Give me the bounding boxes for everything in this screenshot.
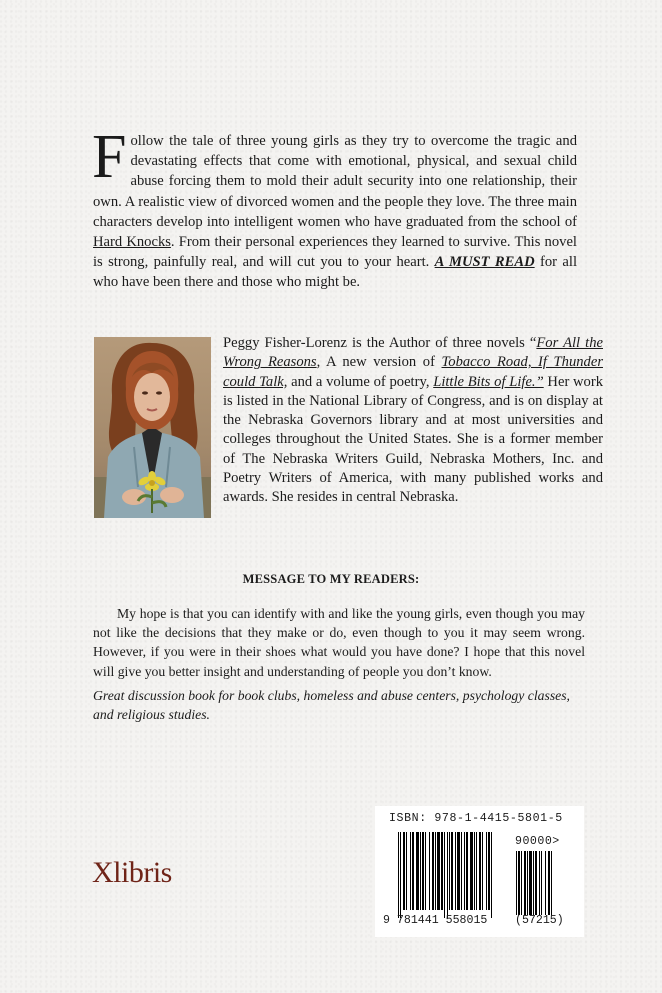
book-title-3: Little Bits of Life.” [433,373,544,390]
barcode-bar [441,832,443,910]
barcode-bar [432,832,434,910]
blurb-text-part-1: ollow the tale of three young girls as they try to overcome the tragic and devastating effects that come with emotional, physical, and sexual child abuse forcing them to mold their adult security into one relationship, their own. A realistic view of divorced women and the people they love. The three main characters develop into intelligent women who have graduated from the school of [93,133,577,230]
barcode-bar [535,851,537,915]
isbn-text: ISBN: 978-1-4415-5801-5 [389,812,563,825]
barcode-bar [527,851,528,915]
publisher-logo: Xlibris [92,856,172,889]
barcode-bar [398,832,399,918]
barcode-bar [464,832,465,910]
barcode-bar [479,832,481,910]
barcode-bar [406,832,407,910]
barcode-bar [425,832,426,910]
book-title-1: For All the Wrong Reasons [223,335,603,371]
bio-text-part-1: Peggy Fisher-Lorenz is the Author of three novels “ [223,335,537,351]
barcode-bar [422,832,424,910]
addon-digits: (57215) [515,914,564,927]
barcode-bar [470,832,473,910]
barcode-bar [482,832,483,910]
barcode-bar [539,851,540,915]
bio-text-part-2: , A new version of [316,354,442,371]
barcode-bar [476,832,477,910]
barcode-bar [416,832,419,910]
author-photo [94,337,211,518]
price-code: 90000> [515,835,560,848]
barcode-bar [518,851,520,915]
barcode-bar [451,832,453,910]
barcode-bar [412,832,414,910]
book-title-2: Tobacco Road, If Thunder could Talk, [223,354,603,390]
ean-digits: 9 781441 558015 [383,914,488,927]
barcode-bar [551,851,552,915]
discussion-note: Great discussion book for book clubs, homeless and abuse centers, psychology classes, and religious studies. [93,688,570,723]
barcode-bar [516,851,517,915]
barcode-bar [529,851,532,915]
message-heading: MESSAGE TO MY READERS: [242,572,420,586]
drop-cap: F [92,123,127,191]
barcode-bar [541,851,542,915]
barcode-bar [491,832,492,918]
blurb-text-part-2: . From their personal experiences they learned to survive. This novel is strong, painfully real, and will cut you to your heart. [93,234,577,271]
hard-knocks-text: Hard Knocks [93,234,171,251]
barcode-bar [533,851,534,915]
bio-text-part-4: Her work is listed in the National Library of Congress, and is on display at the Nebraska Governors library and at most universities and colleges throughout the United States. She is a former member of The Nebraska Writers Guild, Nebraska Mothers, Inc. and Poetry Writers of America, with many published works and awards. She resides in central Nebraska. [223,373,604,506]
message-body: My hope is that you can identify with and like the young girls, even though you may not like the decisions that they make or do, even though to you it may seem wrong. However, if you were in their shoes what would you have done? I hope that this novel will give you better insight and understanding of people you don’t know. [93,606,585,679]
back-cover-blurb [92,123,578,293]
ean-barcode [398,832,510,918]
must-read-text: A MUST READ [434,254,535,271]
barcode-bar [429,832,430,910]
author-portrait-image [94,337,211,518]
barcode-panel [375,806,584,937]
barcode-bar [437,832,440,910]
barcode-bar [400,832,401,918]
blurb-text-part-3: for all who have been there and those who might be. [93,254,578,291]
bio-text-part-3: and a volume of poetry, [287,373,434,390]
barcode-bar [524,851,526,915]
barcode-bar [410,832,411,910]
addon-barcode [516,851,574,915]
barcode-bar [449,832,450,910]
barcode-bar [474,832,475,910]
barcode-bar [435,832,436,910]
barcode-bar [466,832,468,910]
barcode-bar [420,832,421,910]
barcode-bar [545,851,546,915]
barcode-bar [548,851,550,915]
barcode-bar [444,832,445,918]
author-bio [223,334,603,508]
barcode-bar [403,832,405,910]
barcode-bar [488,832,490,910]
barcode-bar [521,851,522,915]
barcode-bar [486,832,487,910]
barcode-bar [447,832,448,918]
barcode-bar [455,832,456,910]
barcode-bar [461,832,462,910]
barcode-bar [457,832,460,910]
